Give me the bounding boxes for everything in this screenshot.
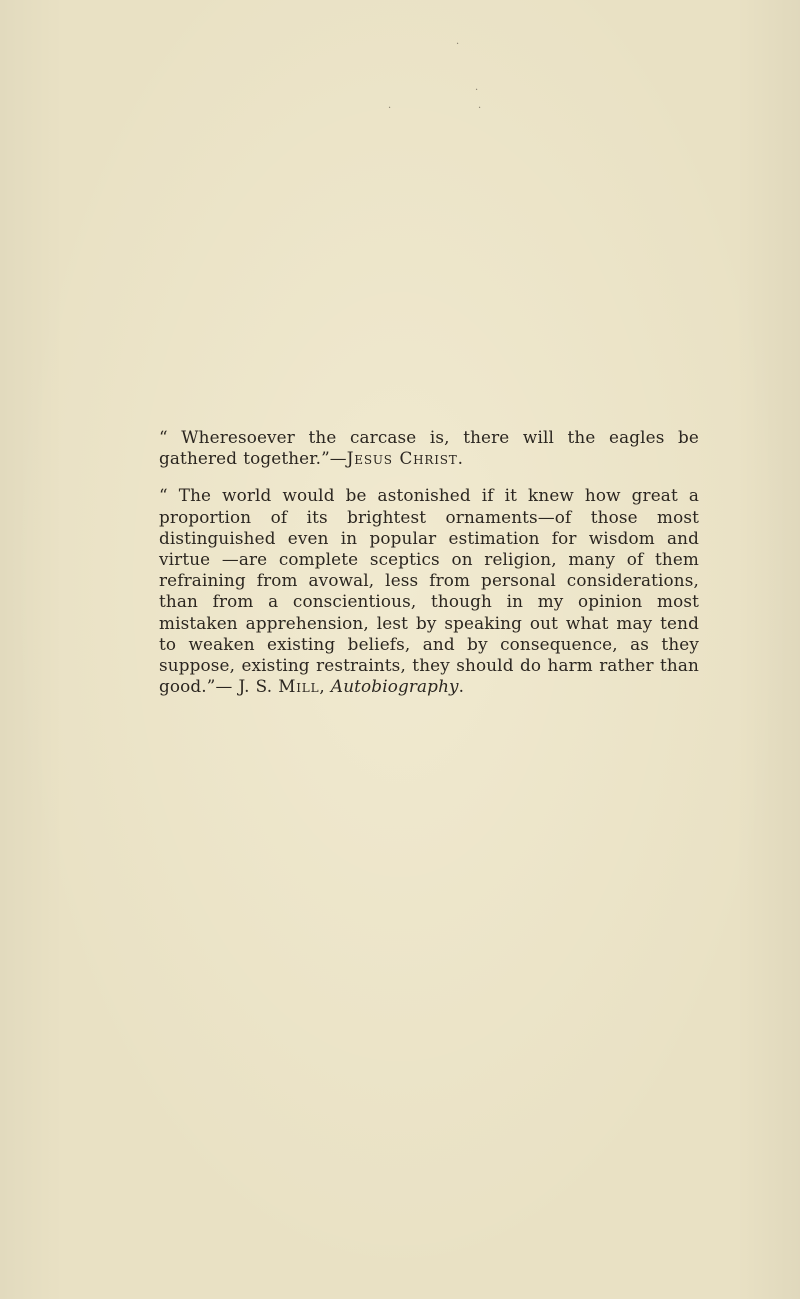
epigraph-block [159,427,699,697]
epigraph-trailing: . [458,676,465,697]
epigraph-quote: “ Wheresoever the carcase is, there will the eagles be gathered together.”— [159,427,699,469]
paper-speck: · [388,103,392,114]
epigraph-jesus [159,427,699,469]
paper-speck: · [475,85,479,96]
epigraph-work-title: Autobiography [330,676,459,697]
epigraph-separator: , [319,676,331,697]
epigraph-author: Mill [278,676,320,697]
epigraph-quote: “ The world would be astonished if it knew how great a proportion of its brightest ornaments—of those most distinguished even in popular estimation for wisdom and virtue —are complete sceptics on religion, many of them refraining from avowal, less from personal considerations, than from a conscientious, though in my opinion most mistaken apprehension, lest by speaking out what may tend to weaken existing beliefs, and by consequence, as they suppose, existing restraints, they should do harm rather than good.”— J. S. [159,485,699,697]
epigraph-mill [159,485,699,697]
epigraph-trailing: . [457,448,464,469]
paper-speck: · [456,39,460,50]
paper-speck: · [478,103,482,114]
epigraph-author: Jesus Christ [346,448,458,469]
